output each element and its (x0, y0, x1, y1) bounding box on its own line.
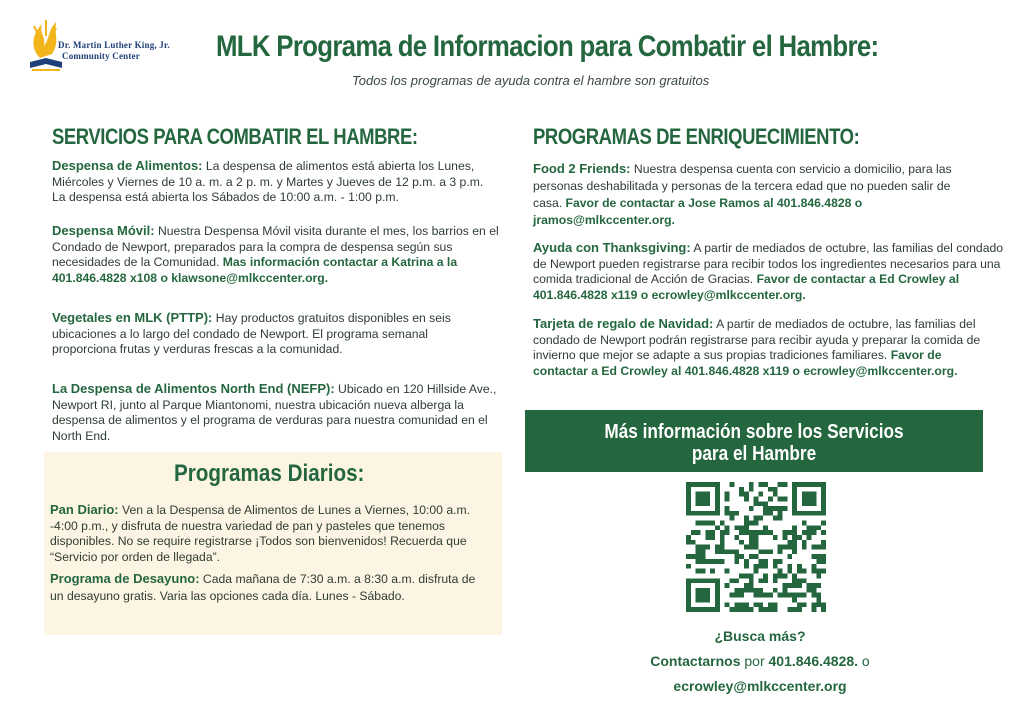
contact-line (560, 653, 960, 669)
contact-or: o (858, 653, 870, 669)
daily-text: Ven a la Despensa de Alimentos de Lunes a Viernes, 10:00 a.m. -4:00 p.m., y disfruta de nuestra variedad de pan y pasteles que tenemos disponibles. No se require registrarse ¡Todos son bienvenidos! Recuerda que “Servicio por orden de llegada”. (50, 503, 471, 564)
service-label: La Despensa de Alimentos North End (NEFP): (52, 381, 335, 396)
more-info-line-2: para el Hambre (691, 443, 817, 465)
service-label: Despensa Móvil: (52, 223, 155, 238)
enrichment-contact: Favor de contactar a Jose Ramos al 401.846.4828 o jramos@mlkccenter.org. (533, 196, 863, 227)
service-label: Vegetales en MLK (PTTP): (52, 310, 213, 325)
more-info-line-1: Más información sobre los Servicios (604, 421, 904, 443)
enrichment-contact: Favor de contactar a Ed Crowley al 401.846.4828 x119 o ecrowley@mlkccenter.org. (533, 272, 960, 302)
contact-email[interactable]: ecrowley@mlkccenter.org (673, 678, 847, 694)
service-item-mobile-pantry (52, 223, 504, 286)
enrichment-text: A partir de mediados de octubre, las familias del condado de Newport podrán registrarse para recibir ayuda y preparar la comida de invierno que mejor se adapte a sus propias tradiciones familiares. (533, 317, 981, 362)
daily-label: Programa de Desayuno: (50, 571, 200, 586)
service-label: Despensa de Alimentos: (52, 158, 203, 173)
service-text: La despensa de alimentos está abierta los Lunes, Miércoles y Viernes de 10 a. m. a 2 p. m. y Martes y Jueves de 12 p.m. a 3 p.m. La despensa está abierta los Sábados de 10:00 a.m. - 1:00 p.m. (52, 159, 484, 204)
logo-line-2: Community Center (62, 51, 140, 61)
service-text: Nuestra Despensa Móvil visita durante el mes, los barrios en el Condado de Newport, preparados para la compra de despensa según sus necesidades de la Comunidad. (52, 224, 499, 269)
contact-por: por (740, 653, 769, 669)
enrichment-label: Ayuda con Thanksgiving: (533, 240, 691, 255)
enrichment-text: Nuestra despensa cuenta con servicio a domicilio, para las personas deshabilitada y personas de la tercera edad que no pueden salir de casa. (533, 162, 952, 210)
contact-label: Contactarnos (650, 653, 741, 669)
enrichment-item-christmas (533, 316, 983, 379)
contact-question: ¿Busca más? (714, 628, 806, 644)
enrichment-heading: PROGRAMAS DE ENRIQUECIMIENTO: (533, 124, 860, 149)
logo (26, 18, 206, 78)
daily-item-breakfast (50, 570, 490, 605)
service-item-vegetables (52, 310, 472, 358)
daily-programs-heading: Programas Diarios: (174, 460, 365, 487)
service-item-north-end (52, 381, 500, 444)
page-title: MLK Programa de Informacion para Combatir el Hambre: (216, 30, 879, 63)
service-item-pantry (52, 158, 492, 206)
daily-label: Pan Diario: (50, 502, 119, 517)
enrichment-label: Food 2 Friends: (533, 161, 631, 176)
page-subtitle: Todos los programas de ayuda contra el hambre son gratuitos (352, 73, 710, 88)
daily-item-bread (50, 502, 490, 565)
enrichment-contact: Favor de contactar a Ed Crowley al 401.846.4828 x119 o ecrowley@mlkccenter.org. (533, 348, 958, 378)
enrichment-item-thanksgiving (533, 240, 1005, 303)
daily-programs-box (44, 452, 502, 635)
contact-phone[interactable]: 401.846.4828. (768, 653, 859, 669)
hunger-services-heading: SERVICIOS PARA COMBATIR EL HAMBRE: (52, 124, 418, 149)
service-text: Hay productos gratuitos disponibles en seis ubicaciones a lo largo del condado de Newport. El programa semanal proporciona frutas y verduras frescas a la comunidad. (52, 311, 451, 356)
daily-text: Cada mañana de 7:30 a.m. a 8:30 a.m. disfruta de un desayuno gratis. Varia las opciones cada día. Lunes - Sábado. (50, 572, 476, 603)
more-info-banner (525, 410, 983, 472)
enrichment-text: A partir de mediados de octubre, las familias del condado de Newport pueden registrarse para recibir todos los ingredientes necesarios para una comida tradicional de Acción de Gracias. (533, 241, 1004, 286)
logo-text (58, 40, 170, 62)
enrichment-item-food2friends (533, 160, 973, 229)
enrichment-label: Tarjeta de regalo de Navidad: (533, 316, 714, 331)
service-text: Ubicado en 120 Hillside Ave., Newport RI, junto al Parque Miantonomi, nuestra ubicación nueva alberga la despensa de alimentos y el programa de verduras para nuestra comunidad en el North End. (52, 382, 497, 443)
service-contact: Mas información contactar a Katrina a la 401.846.4828 x108 o klawsone@mlkccenter.org. (52, 255, 458, 285)
logo-line-1: Dr. Martin Luther King, Jr. (58, 40, 170, 50)
qr-code[interactable] (686, 482, 826, 612)
